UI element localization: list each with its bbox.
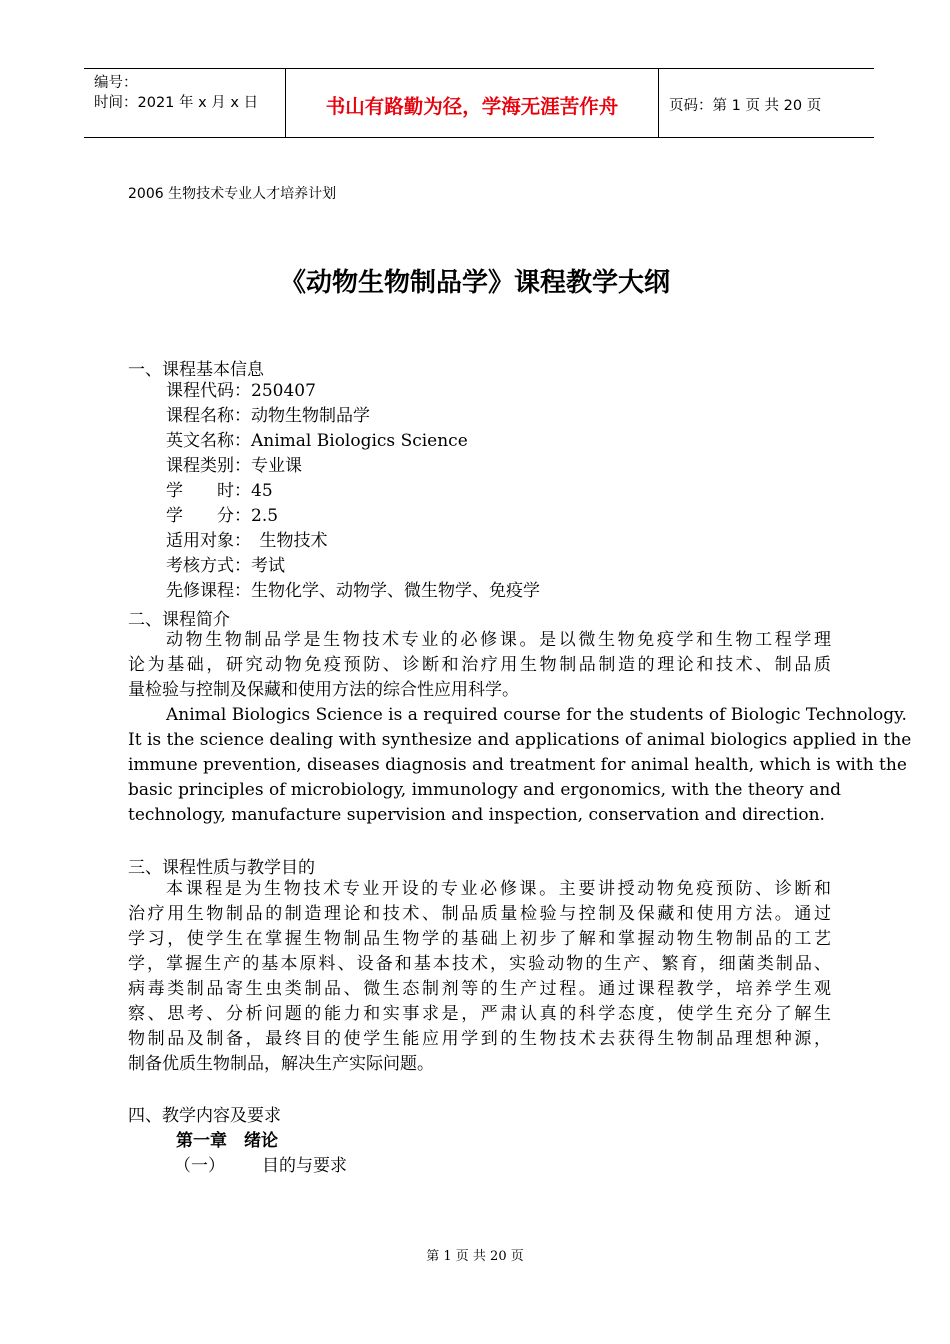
- info-course-type: 课程类别：专业课: [166, 456, 302, 476]
- nature-line: 学习，使学生在掌握生物制品生物学的基础上初步了解和掌握动物生物制品的工艺: [128, 929, 831, 949]
- intro-english-paragraph: [128, 703, 912, 828]
- info-credits: 学 分：2.5: [166, 506, 279, 526]
- plan-title: 2006 生物技术专业人才培养计划: [128, 186, 337, 202]
- intro-en-line: immune prevention, diseases diagnosis and treatment for animal health, which is with the: [128, 755, 907, 775]
- info-course-code: 课程代码：250407: [166, 381, 316, 401]
- header-page-number: 页码：第 1 页 共 20 页: [669, 98, 822, 114]
- info-prerequisites: 先修课程：生物化学、动物学、微生物学、免疫学: [166, 581, 540, 601]
- chapter-heading: 第一章 绪论: [176, 1131, 278, 1151]
- header-page-cell: [659, 69, 874, 137]
- header-motto: 书山有路勤为径，学海无涯苦作舟: [325, 95, 619, 118]
- subsection-title: 目的与要求: [262, 1156, 347, 1176]
- info-assessment: 考核方式：考试: [166, 556, 285, 576]
- nature-line: 察、思考、分析问题的能力和实事求是，严肃认真的科学态度，使学生充分了解生: [128, 1004, 831, 1024]
- nature-line: 制备优质生物制品，解决生产实际问题。: [128, 1054, 434, 1074]
- nature-line: 学，掌握生产的基本原料、设备和基本技术，实验动物的生产、繁育，细菌类制品、: [128, 954, 831, 974]
- header-info-cell: [84, 69, 286, 137]
- header-motto-cell: [286, 69, 659, 137]
- intro-en-line: Animal Biologics Science is a required course for the students of Biologic Technology.: [166, 705, 907, 725]
- subsection-index: （一）: [174, 1156, 225, 1176]
- section-heading-basic-info: 一、课程基本信息: [128, 360, 264, 380]
- section-heading-nature-purpose: 三、课程性质与教学目的: [128, 858, 315, 878]
- intro-en-line: It is the science dealing with synthesize and applications of animal biologics applied in the: [128, 730, 912, 750]
- intro-cn-line: 动物生物制品学是生物技术专业的必修课。是以微生物免疫学和生物工程学理: [166, 630, 831, 650]
- nature-line: 本课程是为生物技术专业开设的专业必修课。主要讲授动物免疫预防、诊断和: [166, 879, 831, 899]
- intro-cn-line: 量检验与控制及保藏和使用方法的综合性应用科学。: [128, 680, 519, 700]
- info-course-name: 课程名称：动物生物制品学: [166, 406, 370, 426]
- info-audience: 适用对象： 生物技术: [166, 531, 328, 551]
- intro-cn-line: 论为基础，研究动物免疫预防、诊断和治疗用生物制品制造的理论和技术、制品质: [128, 655, 831, 675]
- section-heading-content: 四、教学内容及要求: [128, 1106, 281, 1126]
- info-hours: 学 时：45: [166, 481, 273, 501]
- document-number-label: 编号：: [94, 75, 138, 91]
- nature-line: 物制品及制备，最终目的使学生能应用学到的生物技术去获得生物制品理想种源，: [128, 1029, 831, 1049]
- nature-purpose-paragraph: [128, 877, 831, 1077]
- page-footer: 第 1 页 共 20 页: [426, 1249, 524, 1264]
- intro-chinese-paragraph: [128, 628, 831, 703]
- section-heading-introduction: 二、课程简介: [128, 610, 230, 630]
- document-title: 《动物生物制品学》课程教学大纲: [279, 268, 670, 298]
- document-time: 时间：2021 年 x 月 x 日: [94, 95, 259, 111]
- nature-line: 治疗用生物制品的制造理论和技术、制品质量检验与控制及保藏和使用方法。通过: [128, 904, 831, 924]
- intro-en-line: technology, manufacture supervision and inspection, conservation and direction.: [128, 805, 825, 825]
- intro-en-line: basic principles of microbiology, immunology and ergonomics, with the theory and: [128, 780, 842, 800]
- nature-line: 病毒类制品寄生虫类制品、微生态制剂等的生产过程。通过课程教学，培养学生观: [128, 979, 831, 999]
- page-header: [84, 68, 874, 138]
- info-english-name: 英文名称：Animal Biologics Science: [166, 431, 468, 451]
